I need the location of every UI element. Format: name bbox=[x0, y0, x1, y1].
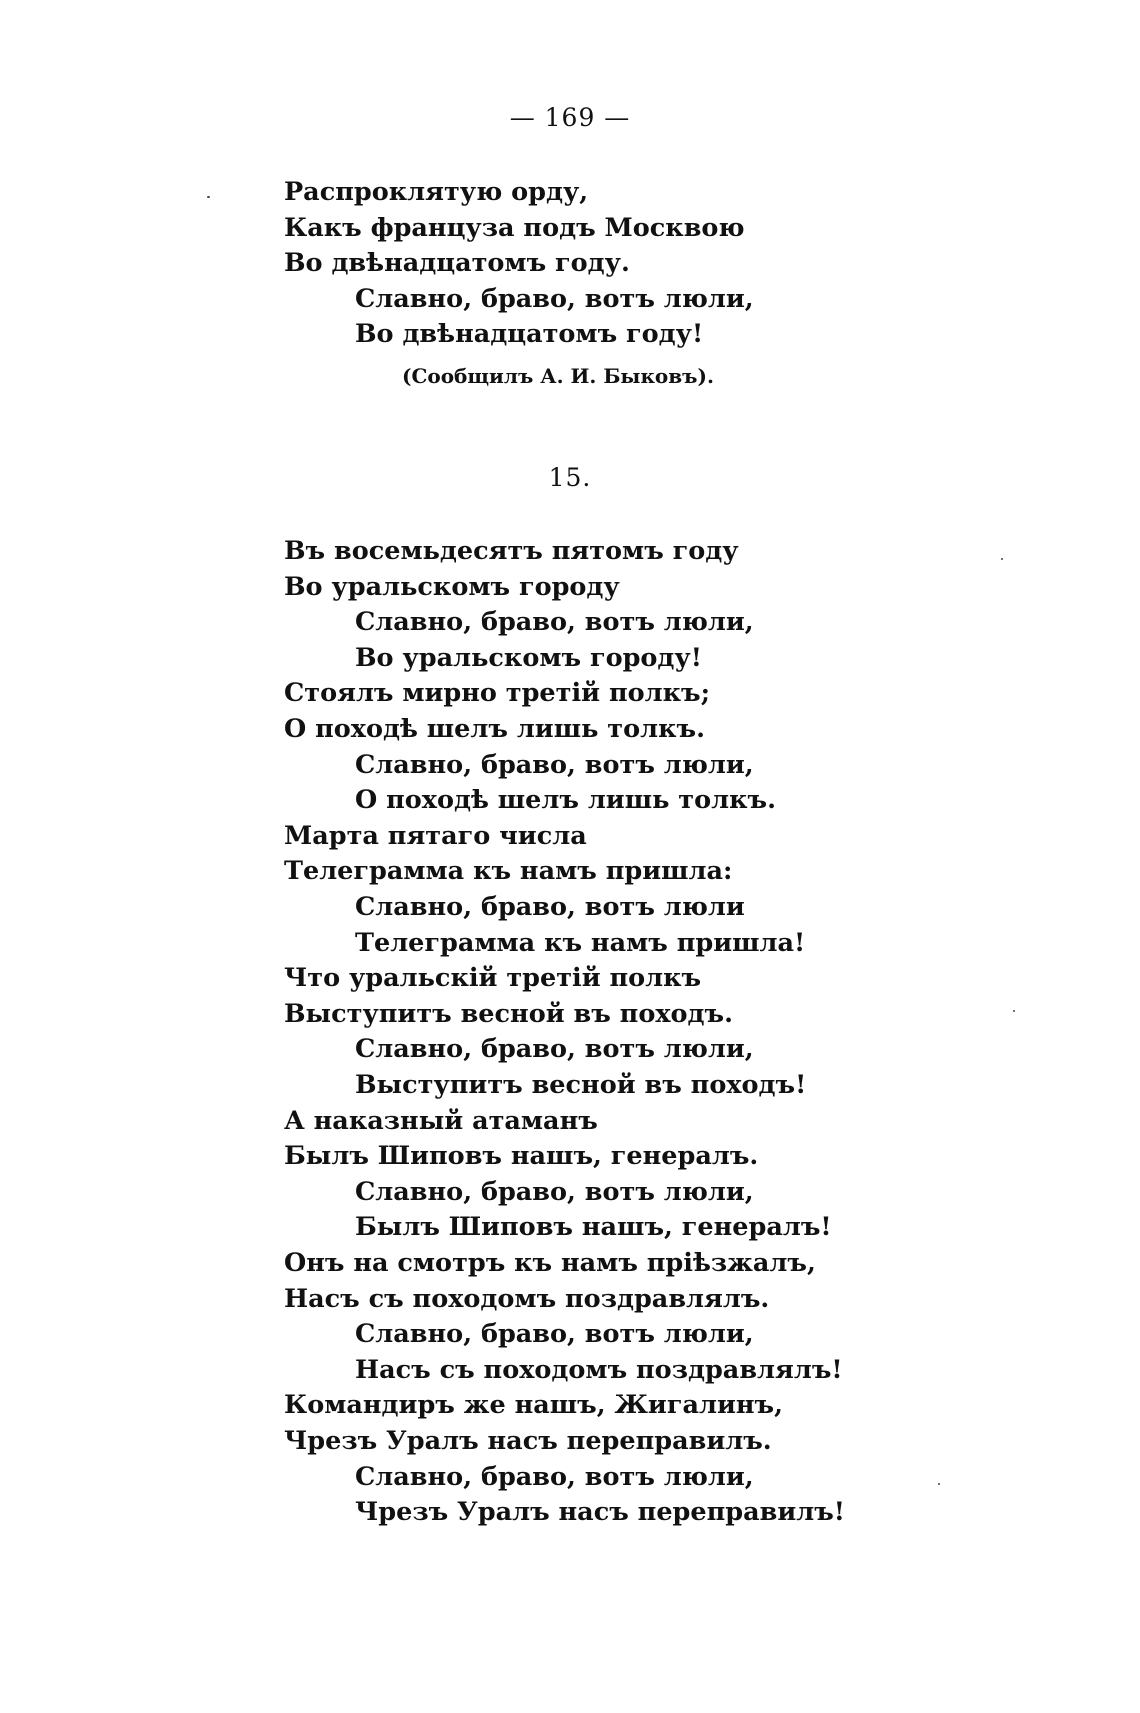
refrain-line: Чрезъ Уралъ насъ переправилъ! bbox=[355, 1497, 845, 1528]
verse-line: Какъ француза подъ Москвою bbox=[284, 212, 745, 243]
verse-line: О походѣ шелъ лишь толкъ. bbox=[284, 714, 705, 744]
refrain-line: Насъ съ походомъ поздравлялъ! bbox=[355, 1354, 843, 1385]
verse-line: Стоялъ мирно третій полкъ; bbox=[284, 678, 710, 709]
refrain-line: Славно, браво, вотъ люли, bbox=[355, 1034, 754, 1065]
verse-line: Командиръ же нашъ, Жигалинъ, bbox=[284, 1390, 783, 1421]
refrain-line: Славно, браво, вотъ люли bbox=[355, 892, 745, 922]
verse-line: Во уральскомъ городу bbox=[284, 571, 620, 602]
refrain-line: Славно, браво, вотъ люли, bbox=[355, 1176, 754, 1207]
verse-line: Марта пятаго числа bbox=[284, 820, 587, 851]
refrain-line: Славно, браво, вотъ люли, bbox=[355, 749, 754, 780]
verse-line: Онъ на смотръ къ намъ пріѣзжалъ, bbox=[284, 1248, 816, 1278]
refrain-line: Славно, браво, вотъ люли, bbox=[355, 1319, 754, 1350]
verse-line: Во двѣнадцатомъ году. bbox=[284, 248, 630, 279]
verse-line: Насъ съ походомъ поздравлялъ. bbox=[284, 1283, 770, 1314]
scan-speck bbox=[207, 196, 210, 198]
refrain-line: Во уральскомъ городу! bbox=[355, 642, 702, 673]
verse-line: Былъ Шиповъ нашъ, генералъ. bbox=[284, 1141, 759, 1172]
verse-line: Выступитъ весной въ походъ. bbox=[284, 998, 733, 1029]
verse-line: Распроклятую орду, bbox=[284, 177, 589, 207]
verse-line: Что уральскій третій полкъ bbox=[284, 963, 702, 994]
page-number: — 169 — bbox=[509, 103, 631, 132]
scan-speck bbox=[1001, 558, 1003, 560]
verse-line: Чрезъ Уралъ насъ переправилъ. bbox=[284, 1426, 772, 1456]
refrain-line: Во двѣнадцатомъ году! bbox=[355, 319, 704, 350]
refrain-line: Выступитъ весной въ походъ! bbox=[355, 1070, 807, 1100]
attribution: (Сообщилъ А. И. Быковъ). bbox=[402, 364, 714, 388]
refrain-line: Славно, браво, вотъ люли, bbox=[355, 607, 754, 638]
refrain-line: О походѣ шелъ лишь толкъ. bbox=[355, 785, 776, 816]
refrain-line: Славно, браво, вотъ люли, bbox=[355, 283, 754, 314]
verse-line: Телеграмма къ намъ пришла: bbox=[284, 856, 733, 887]
scan-speck bbox=[1013, 1010, 1015, 1012]
section-number: 15. bbox=[548, 463, 592, 492]
refrain-line: Былъ Шиповъ нашъ, генералъ! bbox=[355, 1212, 832, 1243]
refrain-line: Телеграмма къ намъ пришла! bbox=[355, 927, 806, 958]
refrain-line: Славно, браво, вотъ люли, bbox=[355, 1461, 754, 1492]
scan-speck bbox=[938, 1483, 940, 1485]
verse-line: А наказный атаманъ bbox=[284, 1105, 598, 1136]
verse-line: Въ восемьдесятъ пятомъ году bbox=[284, 536, 739, 566]
